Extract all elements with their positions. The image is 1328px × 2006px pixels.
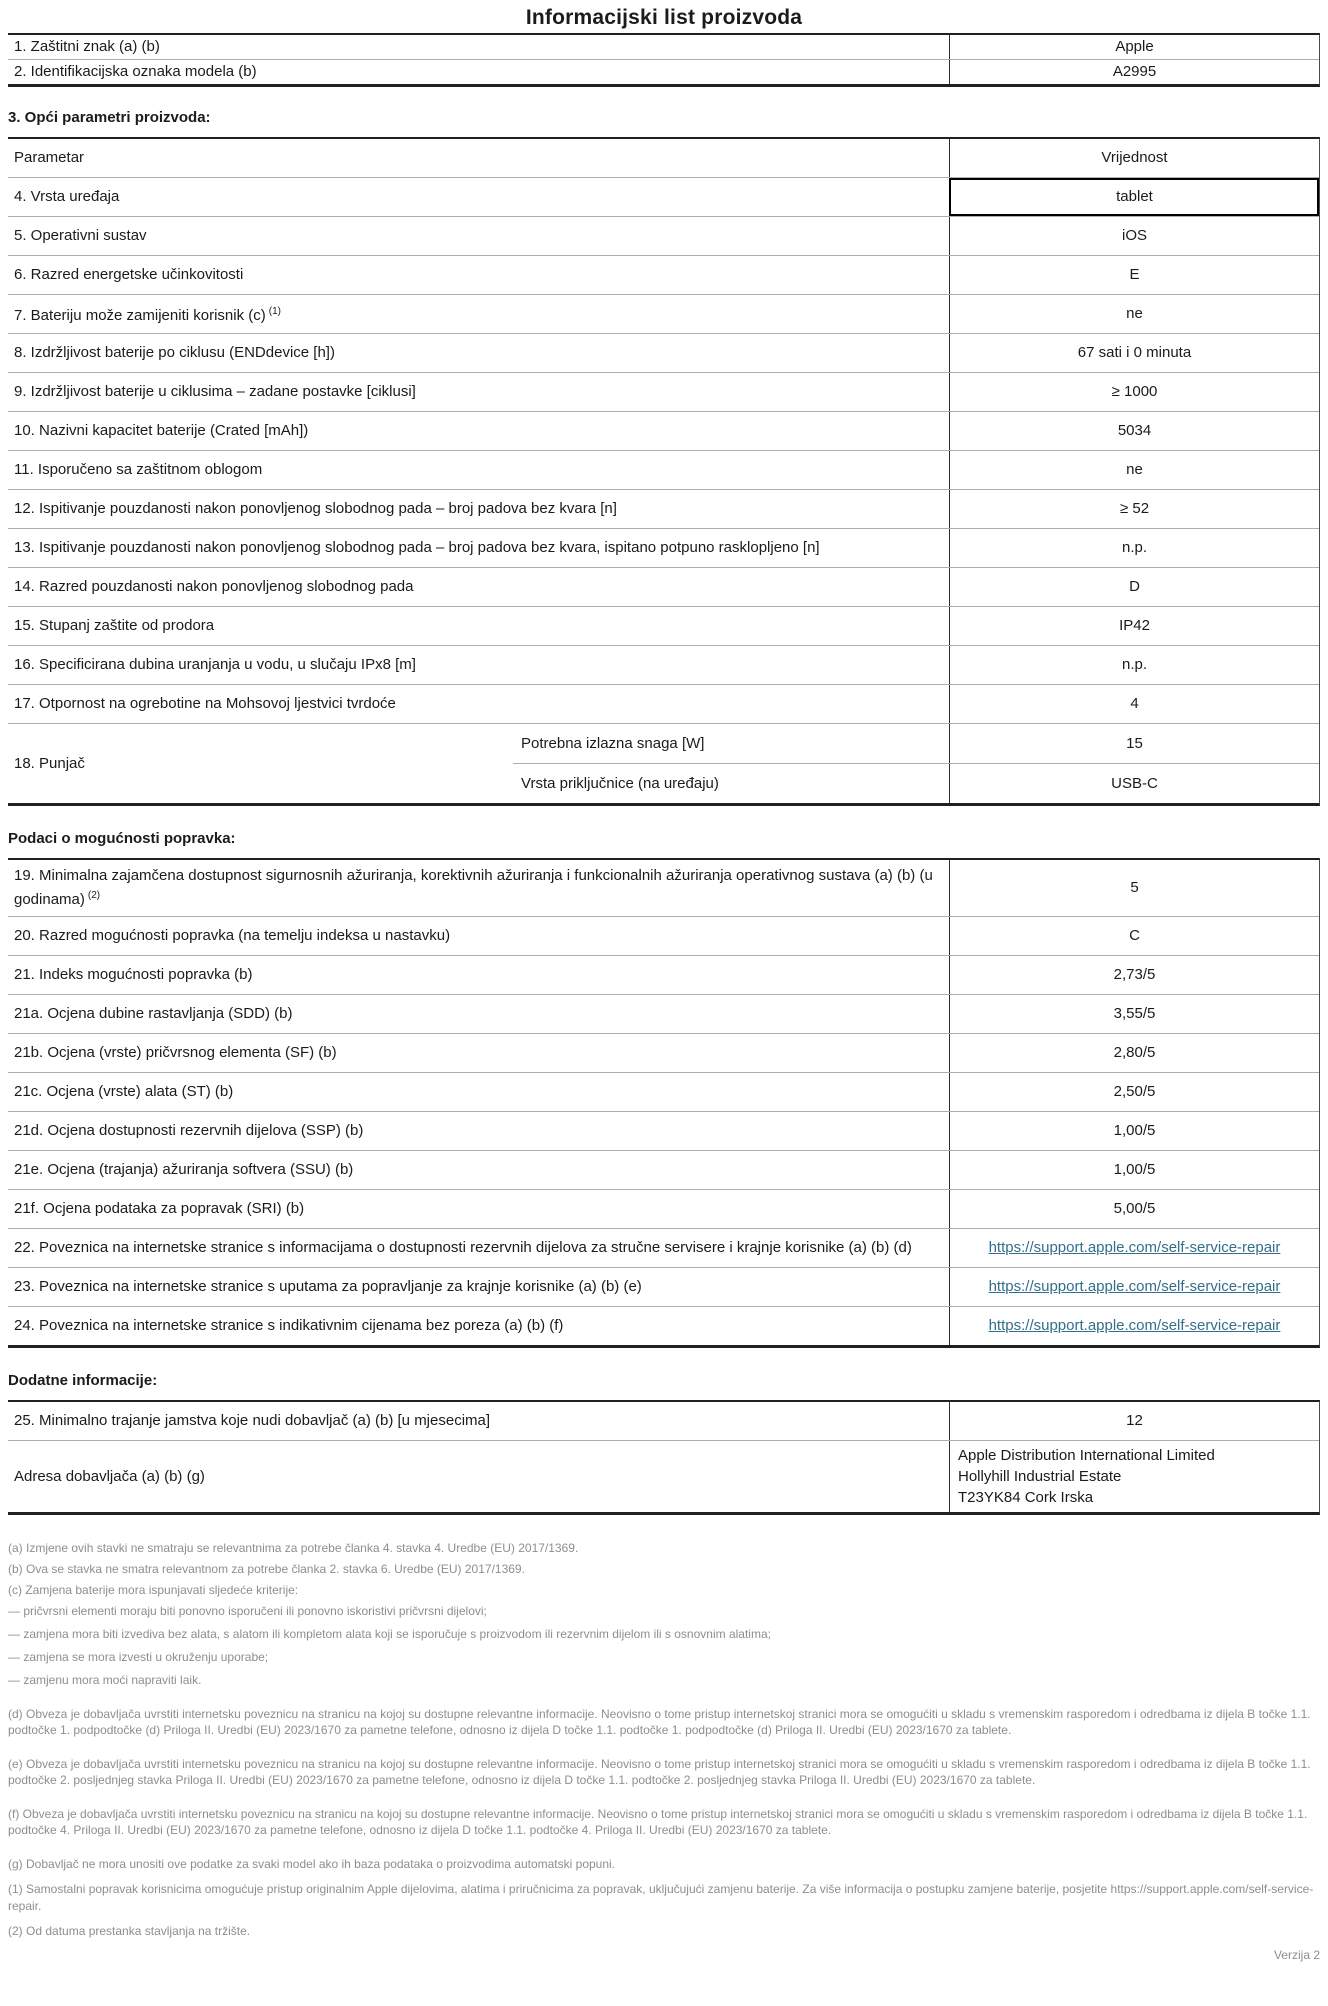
row-value: iOS [949,217,1319,255]
charger-row [8,723,1319,803]
general-parameters-table [8,137,1320,806]
row-value: 4 [949,685,1319,723]
row-value: 2,73/5 [949,956,1319,994]
table-header-row [8,139,1319,177]
footnote-superscript: (2) [87,890,101,901]
row-value: 1,00/5 [949,1151,1319,1189]
footnote-c-bullet: — zamjena mora biti izvediva bez alata, s alatom ili kompletom alata koji se isporučuje s proizvodom ili rezervnim dijelom ili s osnovnim alatima; [8,1627,771,1641]
row-label: 21. Indeks mogućnosti popravka (b) [14,966,253,983]
support-link[interactable]: https://support.apple.com/self-service-repair [988,1239,1281,1256]
row-value: ≥ 52 [949,490,1319,528]
table-row [8,411,1319,450]
row-label: 22. Poveznica na internetske stranice s informacijama o dostupnosti rezervnih dijelova za stručne servisere i krajnje korisnike (a) (b) (d) [14,1239,912,1256]
row-value: C [949,917,1319,955]
row-value: ne [949,295,1319,333]
support-link[interactable]: https://support.apple.com/self-service-repair [988,1278,1281,1295]
row-value [949,1268,1319,1306]
row-label: 21d. Ocjena dostupnosti rezervnih dijelova (SSP) (b) [14,1122,364,1139]
row-label: 14. Razred pouzdanosti nakon ponovljenog slobodnog pada [14,578,414,595]
row-label: 23. Poveznica na internetske stranice s uputama za popravljanje za krajnje korisnike (a) (b) (e) [14,1278,642,1295]
table-row [8,606,1319,645]
table-row [8,255,1319,294]
table-row [8,372,1319,411]
row-label: 11. Isporučeno sa zaštitnom oblogom [14,461,263,478]
table-row [8,1402,1319,1440]
address-line: T23YK84 Cork Irska [958,1489,1094,1506]
row-label: 5. Operativni sustav [14,227,147,244]
row-value: 2,50/5 [949,1073,1319,1111]
row-label: 2. Identifikacijska oznaka modela (b) [14,63,257,80]
subrow-label: Vrsta priključnice (na uređaju) [521,775,719,792]
table-row [8,567,1319,606]
table-row [8,1111,1319,1150]
footnote-c: (c) Zamjena baterije mora ispunjavati sljedeće kriterije: [8,1583,299,1597]
table-row [8,684,1319,723]
footnote-e: (e) Obveza je dobavljača uvrstiti internetsku poveznicu na stranicu na kojoj su dostupne relevantne informacije. Neovisno o tome pristup internetskoj stranici mora se omogućiti u skladu s vremenskim rasporedom i odredbama iz dijela B točke 1.1. podtočke 2. posljednjeg stavka Priloga II. Uredbi (EU) 2023/1670 za pametne telefone, odnosno iz dijela D točke 1.1. podtočke 2. posljednjeg stavka Priloga II. Uredbi (EU) 2023/1670 za tablete. [8,1757,1311,1787]
version-label: Verzija 2 [1273,1948,1320,1962]
row-label: 1. Zaštitni znak (a) (b) [14,38,160,55]
footnote-d: (d) Obveza je dobavljača uvrstiti internetsku poveznicu na stranicu na kojoj su dostupne relevantne informacije. Neovisno o tome pristup internetskoj stranici mora se omogućiti u skladu s vremenskim rasporedom i odredbama iz dijela B točke 1.1. podtočke 1. podpodtočke (d) Priloga II. Uredbi (EU) 2023/1670 za pametne telefone, odnosno iz dijela D točke 1.1. podtočke 1. podpodtočke (d) Priloga II. Uredbi (EU) 2023/1670 za tablete. [8,1707,1311,1737]
row-value-highlighted: tablet [949,178,1319,216]
row-label: 21f. Ocjena podataka za popravak (SRI) (b) [14,1200,305,1217]
support-link[interactable]: https://support.apple.com/self-service-repair [988,1317,1281,1334]
table-row [8,1033,1319,1072]
row-value: 12 [949,1402,1319,1440]
footnote-superscript: (1) [268,306,281,317]
table-row [8,916,1319,955]
section-heading-general: 3. Opći parametri proizvoda: [8,109,211,126]
row-value: A2995 [949,60,1319,84]
table-row [8,1189,1319,1228]
row-value: Apple [949,35,1319,59]
table-row [8,1072,1319,1111]
footnote-1: (1) Samostalni popravak korisnicima omogućuje pristup originalnim Apple dijelovima, alatima i priručnicima za popravak, uključujući zamjenu baterije. Za više informacija o postupku zamjene baterije, posjetite https://support.apple.com/self-service-repair. [8,1882,1314,1913]
row-label: 24. Poveznica na internetske stranice s indikativnim cijenama bez poreza (a) (b) (f) [14,1317,564,1334]
address-line: Apple Distribution International Limited [958,1447,1215,1464]
row-label: Adresa dobavljača (a) (b) (g) [14,1467,205,1485]
row-label: 21a. Ocjena dubine rastavljanja (SDD) (b) [14,1005,293,1022]
row-value: 5034 [949,412,1319,450]
row-value: 1,00/5 [949,1112,1319,1150]
footnote-c-bullet: — pričvrsni elementi moraju biti ponovno isporučeni ili ponovno iskoristivi pričvrsni dijelovi; [8,1604,487,1618]
section-heading-additional: Dodatne informacije: [8,1372,158,1389]
table-row [8,216,1319,255]
row-value: 67 sati i 0 minuta [949,334,1319,372]
footnote-a: (a) Izmjene ovih stavki ne smatraju se relevantnima za potrebe članka 4. stavka 4. Uredbe (EU) 2017/1369. [8,1541,579,1555]
table-row [8,489,1319,528]
row-label: 21c. Ocjena (vrste) alata (ST) (b) [14,1083,234,1100]
table-row [8,1306,1319,1345]
row-value: 5,00/5 [949,1190,1319,1228]
row-value: 3,55/5 [949,995,1319,1033]
row-label: 16. Specificirana dubina uranjanja u vodu, u slučaju IPx8 [m] [14,656,416,673]
charger-subrow [513,724,1319,763]
additional-information-table [8,1400,1320,1515]
row-label: 21b. Ocjena (vrste) pričvrsnog elementa (SF) (b) [14,1044,337,1061]
row-label: 19. Minimalna zajamčena dostupnost sigurnosnih ažuriranja, korektivnih ažuriranja i funkcionalnih ažuriranja operativnog sustava (a) (b) (u godinama) $^{(2)}$ [14,867,933,908]
footnote-g: (g) Dobavljač ne mora unositi ove podatke za svaki model ako ih baza podataka o proizvodima automatski popuni. [8,1857,616,1871]
row-label: 21e. Ocjena (trajanja) ažuriranja softvera (SSU) (b) [14,1161,354,1178]
footnote-b: (b) Ova se stavka ne smatra relevantnom za potrebe članka 2. stavka 6. Uredbe (EU) 2017/1369. [8,1562,525,1576]
table-row [8,955,1319,994]
row-value: 2,80/5 [949,1034,1319,1072]
row-label: 20. Razred mogućnosti popravka (na temelju indeksa u nastavku) [14,927,451,944]
footnote-c-bullet: — zamjena se mora izvesti u okruženju uporabe; [8,1650,269,1664]
table-row [8,528,1319,567]
row-label: 12. Ispitivanje pouzdanosti nakon ponovljenog slobodnog pada – broj padova bez kvara [n] [14,500,617,517]
subrow-value: 15 [949,724,1319,763]
row-label: 10. Nazivni kapacitet baterije (Crated [mAh]) [14,422,309,439]
row-label: 6. Razred energetske učinkovitosti [14,266,244,283]
row-label: 7. Bateriju može zamijeniti korisnik (c) $^{(1)}$ [14,306,281,324]
footnotes [8,1542,1320,1962]
address-line: Hollyhill Industrial Estate [958,1468,1122,1485]
row-label: 4. Vrsta uređaja [14,188,120,205]
row-label: 9. Izdržljivost baterije u ciklusima – zadane postavke [ciklusi] [14,383,416,400]
footnote-c-bullet: — zamjenu mora moći napraviti laik. [8,1673,202,1687]
table-row [8,645,1319,684]
subrow-label: Potrebna izlazna snaga [W] [521,735,705,752]
supplier-address-row [8,1440,1319,1512]
table-row [8,59,1319,84]
repairability-table [8,858,1320,1348]
row-label: 8. Izdržljivost baterije po ciklusu (ENDdevice [h]) [14,344,335,361]
page-title: Informacijski list proizvoda [525,6,803,29]
row-label: 15. Stupanj zaštite od prodora [14,617,215,634]
table-row [8,333,1319,372]
row-value [949,1229,1319,1267]
column-header-value: Vrijednost [949,139,1319,177]
row-label: 18. Punjač [14,755,85,772]
row-value: n.p. [949,529,1319,567]
table-row [8,1228,1319,1267]
section-heading-repair: Podaci o mogućnosti popravka: [8,830,236,847]
product-information-sheet [0,6,1328,1962]
table-row [8,294,1319,333]
identification-table [8,33,1320,87]
row-value: n.p. [949,646,1319,684]
row-value [949,1307,1319,1345]
column-header-parameter: Parametar [14,149,85,166]
row-label: 17. Otpornost na ogrebotine na Mohsovoj ljestvici tvrdoće [14,695,396,712]
row-value: IP42 [949,607,1319,645]
charger-subrow [513,763,1319,803]
row-value: ne [949,451,1319,489]
table-row [8,860,1319,916]
table-row [8,1267,1319,1306]
table-row [8,177,1319,216]
subrow-value: USB-C [949,764,1319,803]
table-row [8,994,1319,1033]
row-value: D [949,568,1319,606]
supplier-address [949,1441,1319,1512]
footnote-f: (f) Obveza je dobavljača uvrstiti internetsku poveznicu na stranicu na kojoj su dostupne relevantne informacije. Neovisno o tome pristup internetskoj stranici mora se omogućiti u skladu s vremenskim rasporedom i odredbama iz dijela B točke 1.1. podtočke 4. Priloga II. Uredbi (EU) 2023/1670 za pametne telefone, odnosno iz dijela D točke 1.1. podtočke 4. Priloga II. Uredbi (EU) 2023/1670 za tablete. [8,1807,1308,1837]
table-row [8,35,1319,59]
table-row [8,450,1319,489]
row-value: E [949,256,1319,294]
footnote-2: (2) Od datuma prestanka stavljanja na tržište. [8,1924,251,1938]
table-row [8,1150,1319,1189]
row-value: 5 [949,860,1319,916]
row-label: 13. Ispitivanje pouzdanosti nakon ponovljenog slobodnog pada – broj padova bez kvara, ispitano potpuno rasklopljeno [n] [14,539,820,556]
row-label: 25. Minimalno trajanje jamstva koje nudi dobavljač (a) (b) [u mjesecima] [14,1412,491,1429]
row-value: ≥ 1000 [949,373,1319,411]
